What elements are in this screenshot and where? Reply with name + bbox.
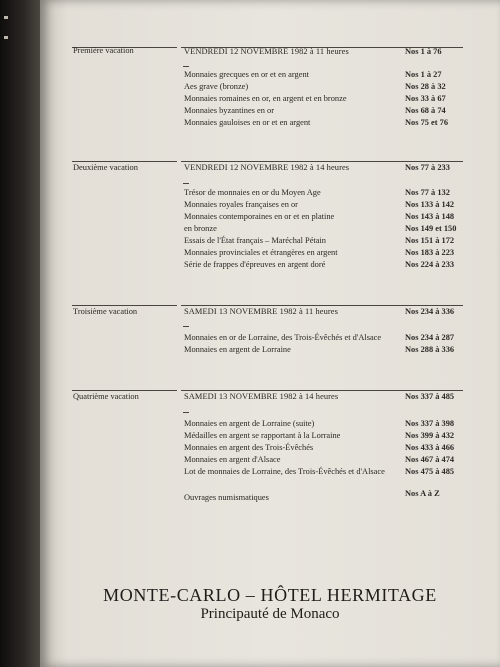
venue-title: MONTE-CARLO – HÔTEL HERMITAGE <box>103 585 437 605</box>
list-item: Monnaies en argent d'Alsace <box>184 455 281 464</box>
lot-numbers: Nos A à Z <box>405 489 440 498</box>
tiny-rule <box>183 412 189 413</box>
session-rule-right <box>181 305 463 306</box>
list-item: Aes grave (bronze) <box>184 82 249 91</box>
session-range: Nos 77 à 233 <box>405 163 450 172</box>
lot-numbers: Nos 433 à 466 <box>405 443 455 452</box>
session-label: Première vacation <box>73 46 134 55</box>
session-rule-right <box>181 390 463 391</box>
lot-numbers: Nos 33 à 67 <box>405 94 446 103</box>
lot-numbers: Nos 337 à 398 <box>405 419 455 428</box>
lot-numbers: Nos 234 à 287 <box>405 333 455 342</box>
session-date: VENDREDI 12 NOVEMBRE 1982 à 14 heures <box>184 163 350 172</box>
tiny-rule <box>183 66 189 67</box>
list-item: Monnaies en argent de Lorraine (suite) <box>184 419 315 428</box>
list-item: Monnaies byzantines en or <box>184 106 275 115</box>
list-item: Monnaies royales françaises en or <box>184 200 298 209</box>
binding-mark <box>4 36 8 39</box>
list-item: Monnaies en or de Lorraine, des Trois-Évêchés et d'Alsace <box>184 333 382 342</box>
lot-numbers: Nos 28 à 32 <box>405 82 446 91</box>
session-range: Nos 337 à 485 <box>405 392 455 401</box>
list-item: Essais de l'État français – Maréchal Pétain <box>184 236 326 245</box>
list-item: Médailles en argent se rapportant à la Lorraine <box>184 431 341 440</box>
catalogue-page <box>40 0 500 667</box>
lot-numbers: Nos 288 à 336 <box>405 345 455 354</box>
lot-numbers: Nos 224 à 233 <box>405 260 455 269</box>
venue-subtitle: Principauté de Monaco <box>200 606 340 622</box>
book-binding <box>0 0 40 667</box>
tiny-rule <box>183 183 189 184</box>
lot-numbers: Nos 75 et 76 <box>405 118 449 127</box>
session-rule-left <box>72 305 177 306</box>
session-date: SAMEDI 13 NOVEMBRE 1982 à 14 heures <box>184 392 339 401</box>
list-item: Ouvrages numismatiques <box>184 493 269 502</box>
lot-numbers: Nos 143 à 148 <box>405 212 455 221</box>
lot-numbers: Nos 467 à 474 <box>405 455 455 464</box>
tiny-rule <box>183 326 189 327</box>
list-item: Monnaies grecques en or et en argent <box>184 70 309 79</box>
list-item: Trésor de monnaies en or du Moyen Age <box>184 188 321 197</box>
list-item: Monnaies en argent de Lorraine <box>184 345 291 354</box>
list-item: Monnaies en argent des Trois-Évêchés <box>184 443 314 452</box>
lot-numbers: Nos 68 à 74 <box>405 106 446 115</box>
session-label: Troisième vacation <box>73 307 138 316</box>
session-range: Nos 1 à 76 <box>405 47 442 56</box>
lot-numbers: Nos 149 et 150 <box>405 224 457 233</box>
session-label: Quatrième vacation <box>73 392 139 401</box>
session-range: Nos 234 à 336 <box>405 307 455 316</box>
session-rule-left <box>72 390 177 391</box>
binding-mark <box>4 16 8 19</box>
lot-numbers: Nos 1 à 27 <box>405 70 442 79</box>
session-date: VENDREDI 12 NOVEMBRE 1982 à 11 heures <box>184 47 349 56</box>
list-item: Série de frappes d'épreuves en argent doré <box>184 260 326 269</box>
lot-numbers: Nos 475 à 485 <box>405 467 455 476</box>
session-label: Deuxième vacation <box>73 163 138 172</box>
lot-numbers: Nos 399 à 432 <box>405 431 455 440</box>
list-item: en bronze <box>184 224 217 233</box>
list-item: Lot de monnaies de Lorraine, des Trois-Évêchés et d'Alsace <box>184 467 385 476</box>
lot-numbers: Nos 183 à 223 <box>405 248 455 257</box>
lot-numbers: Nos 133 à 142 <box>405 200 455 209</box>
session-rule-right <box>181 161 463 162</box>
list-item: Monnaies provinciales et étrangères en argent <box>184 248 338 257</box>
lot-numbers: Nos 151 à 172 <box>405 236 455 245</box>
list-item: Monnaies romaines en or, en argent et en bronze <box>184 94 347 103</box>
session-rule-left <box>72 161 177 162</box>
session-date: SAMEDI 13 NOVEMBRE 1982 à 11 heures <box>184 307 338 316</box>
list-item: Monnaies gauloises en or et en argent <box>184 118 311 127</box>
lot-numbers: Nos 77 à 132 <box>405 188 450 197</box>
list-item: Monnaies contemporaines en or et en platine <box>184 212 335 221</box>
